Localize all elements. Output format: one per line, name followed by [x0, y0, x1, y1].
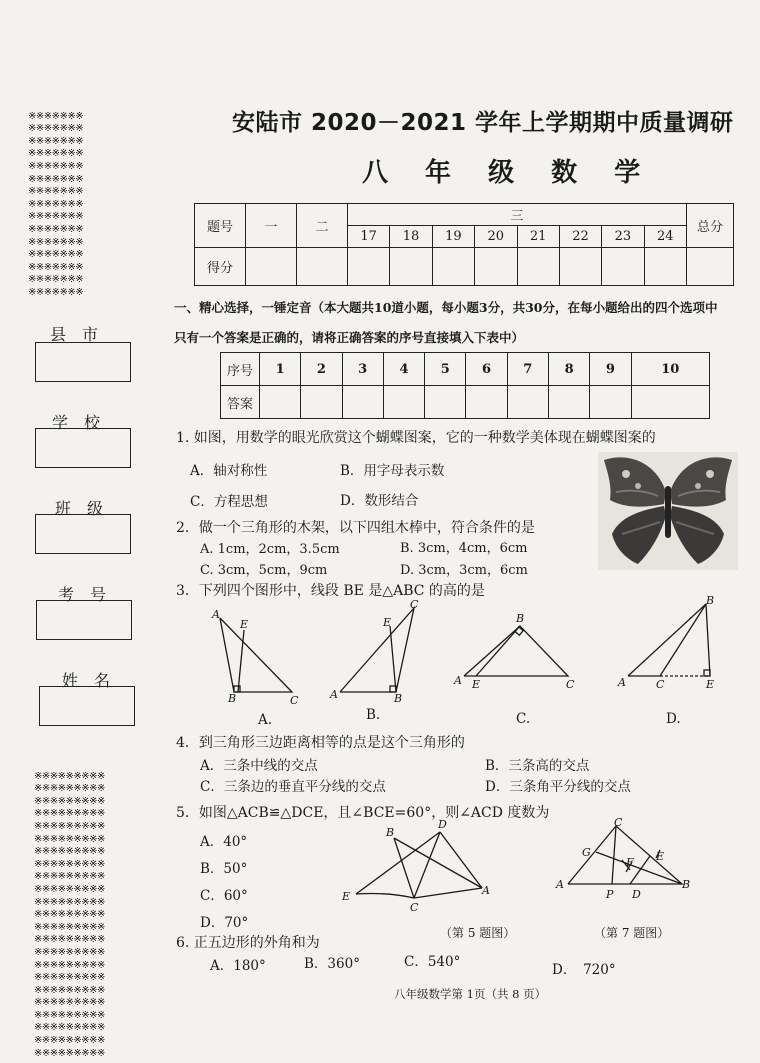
answer-number: 10 [631, 353, 709, 386]
q3-label-point: C [656, 678, 665, 691]
answer-input[interactable] [425, 386, 466, 419]
score-input[interactable] [475, 248, 517, 286]
q5-label-point: D [438, 818, 447, 831]
score-input[interactable] [517, 248, 559, 286]
q2-option-d: D. 3cm，3cm，6cm [400, 563, 528, 578]
answer-table [220, 352, 710, 419]
q3-option-b: B. [366, 707, 381, 723]
q2-option-b: B. 3cm，4cm，6cm [400, 541, 528, 556]
answer-input[interactable] [260, 386, 301, 419]
class-field[interactable] [35, 514, 131, 554]
q1-option-c: C．方程思想 [190, 494, 268, 510]
q3-label-point: A [330, 688, 338, 701]
q3-label-point: B [228, 692, 237, 705]
name-field[interactable] [39, 686, 135, 726]
score-input[interactable] [644, 248, 686, 286]
q5-option-d: D．70° [200, 915, 249, 931]
subject-title: 八 年 级 数 学 [362, 158, 655, 188]
score-input[interactable] [348, 248, 390, 286]
q6-option-b: B．360° [304, 956, 360, 972]
score-input[interactable] [602, 248, 644, 286]
section1-heading-line2: 只有一个答案是正确的，请将正确答案的序号直接填入下表中） [174, 330, 525, 345]
answer-input[interactable] [590, 386, 631, 419]
q1-option-a: A．轴对称性 [190, 463, 268, 479]
q3-label-point: C [410, 598, 419, 611]
answer-input[interactable] [466, 386, 507, 419]
q7-label-point: C [614, 816, 623, 829]
q3-label-point: C [566, 678, 575, 691]
q7-label-point: F [626, 856, 634, 869]
cell-q23: 23 [602, 226, 644, 248]
label-name: 姓 名 [62, 671, 111, 690]
score-input[interactable] [390, 248, 432, 286]
answer-number: 8 [548, 353, 589, 386]
q6-option-c: C．540° [404, 954, 461, 970]
q6-option-a: A．180° [210, 958, 266, 974]
q7-label-point: B [682, 878, 691, 891]
q3-label-point: B [394, 692, 403, 705]
q7-label-point: G [582, 846, 591, 859]
section1-heading-line1: 一、精心选择，一锤定音（本大题共10道小题，每小题3分，共30分，在每小题给出的四个选项中 [174, 300, 718, 315]
county-field[interactable] [35, 342, 131, 382]
q5-label-point: C [410, 901, 419, 914]
q5-figure [338, 814, 498, 914]
answer-number: 5 [425, 353, 466, 386]
q3-label-point: A [212, 608, 220, 621]
q5-label-point: A [482, 884, 490, 897]
answer-input[interactable] [548, 386, 589, 419]
answer-input[interactable] [631, 386, 709, 419]
answer-input[interactable] [507, 386, 548, 419]
exam-title: 安陆市 2020－2021 学年上学期期中质量调研 [232, 110, 734, 136]
q5-label-point: B [386, 826, 395, 839]
cell-q17: 17 [348, 226, 390, 248]
q7-label-point: D [632, 888, 641, 901]
answer-input[interactable] [301, 386, 342, 419]
cell-daan: 答案 [221, 386, 260, 419]
label-class: 班 级 [55, 499, 104, 518]
answer-input[interactable] [383, 386, 424, 419]
cell-score-label: 得分 [195, 248, 246, 286]
page-footer: 八年级数学第 1页（共 8 页） [394, 987, 547, 1001]
q2-option-c: C. 3cm，5cm，9cm [200, 563, 328, 578]
cell-xuhao: 序号 [221, 353, 260, 386]
q5-option-c: C．60° [200, 888, 248, 904]
q3-label-point: E [472, 678, 481, 691]
q3-option-d: D. [666, 711, 681, 727]
q3-label-point: B [516, 612, 525, 625]
answer-number: 4 [383, 353, 424, 386]
decorative-stars-bottom: ※※※※※※※※※ ※※※※※※※※※ ※※※※※※※※※ ※※※※※※※※※ ※※※※※※※※※ ※※※※※※※※※ ※※※※※※※※※ ※※※※※※※※※ ※※※※※※※※※ ※※※※※※※※※ ※※※※※※※※※ ※※※※※※※※※ ※※※※※※※※※ ※※※※※※※※※ ※※※※※※※※※ ※※※※※※※※※ ※※※※※※※※※ ※※※※※※※※※ ※※※※※※※※※ ※※※※※※※※※ ※※※※※※※※※ ※※※※※※※※※ ※※※※※※※※※ [34, 770, 105, 1059]
q5-stem: 5．如图△ACB≌△DCE，且∠BCE=60°，则∠ACD 度数为 [176, 805, 550, 821]
exam-number-field[interactable] [36, 600, 132, 640]
q4-option-d: D．三条角平分线的交点 [485, 779, 631, 795]
q7-label-point: P [606, 888, 614, 901]
q7-label-point: A [556, 878, 564, 891]
q4-option-b: B．三条高的交点 [485, 758, 590, 774]
cell-q18: 18 [390, 226, 432, 248]
q4-stem: 4．到三角形三边距离相等的点是这个三角形的 [176, 735, 465, 751]
answer-number: 3 [342, 353, 383, 386]
label-county: 县 市 [50, 325, 99, 344]
q1-option-d: D．数形结合 [340, 493, 419, 509]
q7-figure [552, 816, 702, 906]
score-input[interactable] [297, 248, 348, 286]
cell-one: 一 [246, 204, 297, 248]
q3-figures [200, 596, 730, 706]
school-field[interactable] [35, 428, 131, 468]
cell-q19: 19 [432, 226, 474, 248]
q3-label-point: E [706, 678, 715, 691]
q3-label-point: A [454, 674, 462, 687]
score-input[interactable] [432, 248, 474, 286]
answer-number: 7 [507, 353, 548, 386]
answer-number: 2 [301, 353, 342, 386]
cell-tihao: 题号 [195, 204, 246, 248]
q6-stem: 6. 正五边形的外角和为 [176, 935, 320, 951]
cell-q20: 20 [475, 226, 517, 248]
q3-label-point: E [240, 618, 249, 631]
answer-input[interactable] [342, 386, 383, 419]
q5-option-a: A．40° [200, 834, 248, 850]
fig7-caption: （第 7 题图） [594, 926, 670, 940]
q3-stem: 3．下列四个图形中，线段 BE 是△ABC 的高的是 [176, 583, 485, 599]
fig5-caption: （第 5 题图） [440, 926, 516, 940]
q3-option-c: C. [516, 711, 531, 727]
q5-option-b: B．50° [200, 861, 248, 877]
q2-stem: 2．做一个三角形的木架，以下四组木棒中，符合条件的是 [176, 520, 535, 536]
cell-q21: 21 [517, 226, 559, 248]
q3-option-a: A. [258, 712, 273, 728]
cell-two: 二 [297, 204, 348, 248]
q3-label-point: E [383, 616, 392, 629]
q4-option-a: A．三条中线的交点 [200, 758, 318, 774]
q5-label-point: E [342, 890, 351, 903]
score-table [194, 203, 734, 286]
decorative-stars-top: ※※※※※※※ ※※※※※※※ ※※※※※※※ ※※※※※※※ ※※※※※※※ ※※※※※※※ ※※※※※※※ ※※※※※※※ ※※※※※※※ ※※※※※※※ ※※※※※※※ ※※※※※※※ ※※※※※※※ ※※※※※※※ ※※※※※※※ [28, 110, 84, 298]
q3-label-point: B [706, 596, 715, 607]
q2-option-a: A. 1cm，2cm，3.5cm [200, 542, 340, 557]
q3-label-point: A [618, 676, 626, 689]
score-input[interactable] [687, 248, 734, 286]
label-exam-number: 考 号 [58, 585, 107, 604]
q7-label-point: E [656, 850, 665, 863]
label-school: 学 校 [52, 413, 101, 432]
cell-q24: 24 [644, 226, 686, 248]
answer-number: 6 [466, 353, 507, 386]
q6-option-d: D． 720° [552, 962, 616, 978]
answer-number: 1 [260, 353, 301, 386]
q3-label-point: C [290, 694, 299, 706]
butterfly-image [598, 452, 738, 570]
score-input[interactable] [559, 248, 601, 286]
cell-total: 总分 [687, 204, 734, 248]
q1-option-b: B．用字母表示数 [340, 463, 445, 479]
cell-q22: 22 [559, 226, 601, 248]
q4-option-c: C．三条边的垂直平分线的交点 [200, 779, 386, 795]
score-input[interactable] [246, 248, 297, 286]
q1-stem: 1. 如图，用数学的眼光欣赏这个蝴蝶图案，它的一种数学美体现在蝴蝶图案的 [176, 430, 656, 446]
answer-number: 9 [590, 353, 631, 386]
cell-three: 三 [348, 204, 687, 226]
